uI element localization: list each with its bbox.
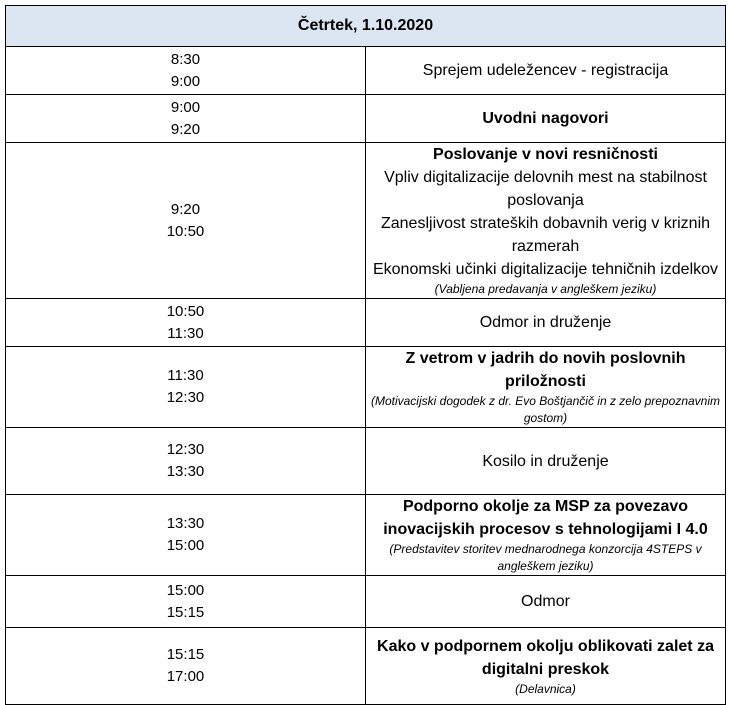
agenda-row — [6, 143, 726, 299]
session-cell — [366, 628, 726, 705]
agenda-row — [6, 299, 726, 347]
start-time: 8:30 — [170, 50, 201, 68]
agenda-row — [6, 495, 726, 576]
time-cell — [6, 95, 366, 143]
header-row — [6, 6, 726, 47]
time-cell — [6, 495, 366, 576]
session-title: Z vetrom v jadrih do novih poslovnih priložnosti — [405, 350, 686, 390]
start-time: 9:20 — [170, 200, 201, 218]
start-time: 9:00 — [170, 98, 201, 116]
session-cell — [366, 576, 726, 628]
start-time: 12:30 — [166, 441, 205, 458]
session-note: (Predstavitev storitev mednarodnega konzorcija 4STEPS v angleškem jeziku) — [389, 542, 702, 573]
start-time: 13:30 — [166, 515, 205, 532]
day-title: Četrtek, 1.10.2020 — [6, 6, 726, 47]
start-time: 15:00 — [166, 581, 205, 599]
end-time: 9:20 — [170, 120, 201, 138]
time-cell — [6, 428, 366, 495]
end-time: 13:30 — [166, 463, 205, 480]
end-time: 12:30 — [166, 389, 205, 406]
end-time: 11:30 — [167, 324, 204, 342]
end-time: 17:00 — [166, 668, 205, 685]
session-cell — [366, 143, 726, 299]
session-line: Vpliv digitalizacije delovnih mest na stabilnost poslovanja — [384, 169, 707, 209]
session-note: (Delavnica) — [515, 681, 576, 696]
session-title: Odmor — [521, 593, 570, 610]
start-time: 11:30 — [167, 367, 204, 384]
session-note: (Motivacijski dogodek z dr. Evo Boštjančič in z zelo prepoznavnim gostom) — [370, 394, 721, 425]
session-cell — [366, 47, 726, 95]
session-title: Kako v podpornem okolju oblikovati zalet za digitalni preskok — [377, 637, 714, 678]
agenda-row — [6, 628, 726, 705]
agenda-row — [6, 347, 726, 428]
agenda-row — [6, 47, 726, 95]
session-title: Sprejem udeležencev - registracija — [422, 62, 669, 79]
end-time: 9:00 — [170, 72, 201, 90]
start-time: 10:50 — [166, 302, 205, 320]
start-time: 15:15 — [166, 646, 205, 663]
session-cell — [366, 95, 726, 143]
agenda-row — [6, 95, 726, 143]
session-line: Ekonomski učinki digitalizacije tehničnih izdelkov — [372, 261, 719, 278]
agenda-row — [6, 428, 726, 495]
session-title: Uvodni nagovori — [482, 110, 609, 127]
session-cell — [366, 495, 726, 576]
time-cell — [6, 47, 366, 95]
agenda-row — [6, 576, 726, 628]
session-cell — [366, 347, 726, 428]
session-note: (Vabljena predavanja v angleškem jeziku) — [434, 282, 657, 296]
end-time: 15:15 — [166, 603, 205, 621]
end-time: 10:50 — [166, 222, 205, 240]
session-title: Poslovanje v novi resničnosti — [433, 146, 658, 163]
time-cell — [6, 628, 366, 705]
session-title: Odmor in druženje — [479, 314, 612, 331]
session-cell — [366, 299, 726, 347]
session-line: Zanesljivost strateških dobavnih verig v kriznih razmerah — [380, 215, 711, 255]
agenda-table — [5, 5, 726, 705]
end-time: 15:00 — [166, 537, 205, 554]
session-title: Kosilo in druženje — [482, 452, 609, 470]
time-cell — [6, 299, 366, 347]
session-title: Podporno okolje za MSP za povezavo inovacijskih procesov s tehnologijami I 4.0 — [383, 498, 708, 538]
session-cell — [366, 428, 726, 495]
time-cell — [6, 347, 366, 428]
time-cell — [6, 576, 366, 628]
time-cell — [6, 143, 366, 299]
